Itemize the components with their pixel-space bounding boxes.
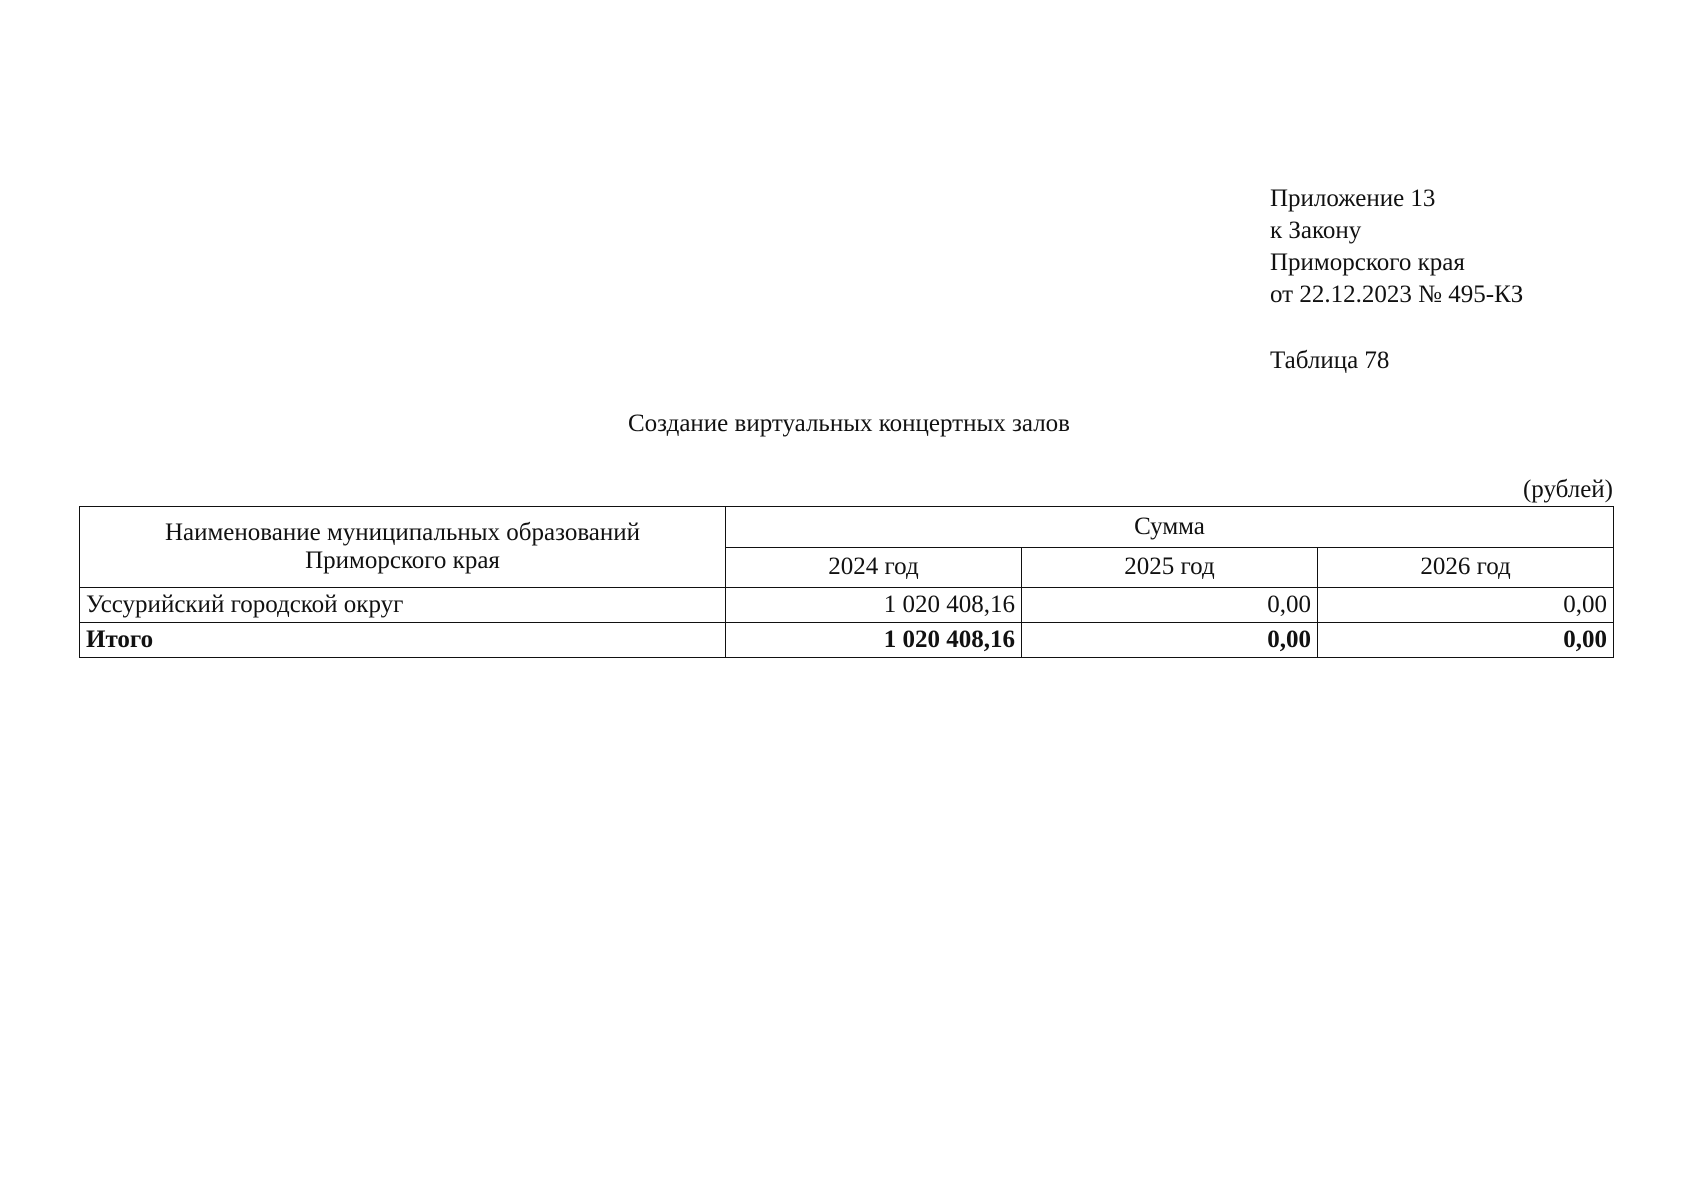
row-value-2024: 1 020 408,16 bbox=[726, 588, 1022, 623]
header-year-2026: 2026 год bbox=[1318, 547, 1614, 588]
appendix-line-date: от 22.12.2023 № 495-КЗ bbox=[1270, 281, 1524, 308]
header-municipality-name bbox=[80, 507, 726, 588]
appendix-line-number: Приложение 13 bbox=[1270, 185, 1436, 212]
total-label: Итого bbox=[80, 623, 726, 658]
currency-units: (рублей) bbox=[1522, 476, 1613, 503]
document-title: Создание виртуальных концертных залов bbox=[628, 410, 1070, 437]
table-header-row bbox=[80, 507, 1614, 548]
header-sum: Сумма bbox=[726, 507, 1614, 548]
row-value-2026: 0,00 bbox=[1318, 588, 1614, 623]
header-year-2024: 2024 год bbox=[726, 547, 1022, 588]
appendix-line-law: к Закону bbox=[1270, 217, 1362, 244]
total-value-2026: 0,00 bbox=[1318, 623, 1614, 658]
header-name-line-1: Наименование муниципальных образований bbox=[164, 519, 641, 546]
table-total-row bbox=[80, 623, 1614, 658]
row-value-2025: 0,00 bbox=[1022, 588, 1318, 623]
appendix-line-region: Приморского края bbox=[1270, 249, 1465, 276]
budget-table bbox=[79, 506, 1614, 658]
appendix-header bbox=[1270, 183, 1523, 311]
row-municipality-name: Уссурийский городской округ bbox=[80, 588, 726, 623]
table-row bbox=[80, 588, 1614, 623]
table-number: Таблица 78 bbox=[1270, 347, 1390, 374]
header-name-line-2: Приморского края bbox=[305, 547, 500, 574]
header-year-2025: 2025 год bbox=[1022, 547, 1318, 588]
total-value-2025: 0,00 bbox=[1022, 623, 1318, 658]
total-value-2024: 1 020 408,16 bbox=[726, 623, 1022, 658]
